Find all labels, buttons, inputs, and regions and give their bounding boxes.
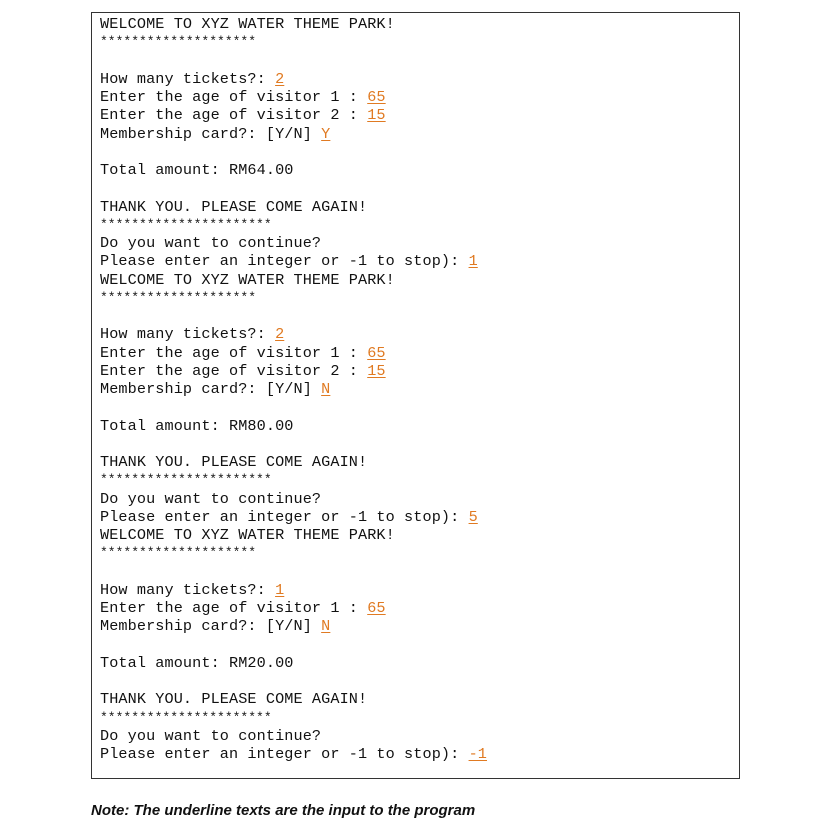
console-line [100, 198, 739, 216]
console-line [100, 307, 739, 325]
user-input: N [321, 380, 331, 398]
console-line [100, 563, 739, 581]
console-text: Enter the age of visitor 1 : [100, 599, 368, 617]
console-line [100, 398, 739, 416]
console-line [100, 252, 739, 270]
console-text: ********************** [100, 472, 272, 488]
console-line [100, 617, 739, 635]
console-text: Enter the age of visitor 1 : [100, 88, 368, 106]
console-line [100, 690, 739, 708]
console-line [100, 15, 739, 33]
console-line [100, 526, 739, 544]
console-line [100, 70, 739, 88]
console-line [100, 544, 739, 562]
console-text: How many tickets?: [100, 69, 276, 88]
console-line [100, 654, 739, 672]
console-line [100, 417, 739, 435]
console-text: Membership card?: [Y/N] [100, 380, 322, 398]
console-line [100, 709, 739, 727]
console-line [100, 143, 739, 161]
console-text: Enter the age of visitor 2 : [100, 361, 368, 380]
console-text: How many tickets?: [100, 580, 276, 599]
console-line [100, 508, 739, 526]
user-input: 2 [275, 69, 285, 88]
console-text: THANK YOU. PLEASE COME AGAIN! [100, 453, 368, 471]
console-text: WELCOME TO XYZ WATER THEME PARK! [100, 526, 395, 544]
console-text: How many tickets?: [100, 325, 276, 344]
user-input: 15 [367, 361, 386, 380]
user-input: 65 [367, 88, 386, 106]
console-line [100, 179, 739, 197]
console-text: Please enter an integer or -1 to stop): [100, 252, 469, 271]
user-input: 65 [367, 599, 386, 617]
console-line [100, 471, 739, 489]
console-line [100, 289, 739, 307]
console-line [100, 362, 739, 380]
console-output [91, 12, 740, 779]
console-line [100, 88, 739, 106]
console-line [100, 52, 739, 70]
user-input: 1 [275, 580, 285, 599]
console-line [100, 271, 739, 289]
console-text: THANK YOU. PLEASE COME AGAIN! [100, 690, 368, 709]
console-text: ********************** [100, 216, 272, 232]
console-line [100, 344, 739, 362]
console-text: Please enter an integer or -1 to stop): [100, 745, 469, 763]
console-line [100, 599, 739, 617]
console-line [100, 234, 739, 252]
console-text: ********************** [100, 709, 272, 725]
console-line [100, 325, 739, 343]
console-line [100, 745, 739, 763]
console-text: ******************** [100, 34, 257, 50]
footnote: Note: The underline texts are the input to the program [91, 802, 476, 819]
user-input: N [321, 617, 331, 636]
console-text: Do you want to continue? [100, 489, 322, 508]
console-line [100, 216, 739, 234]
user-input: 1 [468, 252, 478, 271]
console-text: Membership card?: [Y/N] [100, 617, 322, 636]
console-line [100, 453, 739, 471]
console-line [100, 581, 739, 599]
console-text: Membership card?: [Y/N] [100, 124, 322, 143]
console-text: Please enter an integer or -1 to stop): [100, 507, 469, 526]
console-line [100, 106, 739, 124]
console-line [100, 380, 739, 398]
console-text: ******************** [100, 545, 257, 561]
console-text: THANK YOU. PLEASE COME AGAIN! [100, 197, 368, 216]
user-input: 5 [468, 507, 478, 526]
console-text: Do you want to continue? [100, 234, 322, 252]
console-text: WELCOME TO XYZ WATER THEME PARK! [100, 15, 395, 33]
console-line [100, 435, 739, 453]
console-text: Do you want to continue? [100, 726, 322, 745]
console-text: Total amount: RM20.00 [100, 653, 294, 672]
console-line [100, 672, 739, 690]
console-text: Total amount: RM80.00 [100, 416, 294, 435]
console-text: Enter the age of visitor 2 : [100, 106, 368, 125]
console-text: Total amount: RM64.00 [100, 161, 294, 179]
user-input: 15 [367, 106, 386, 125]
console-text: Enter the age of visitor 1 : [100, 343, 368, 362]
console-text: WELCOME TO XYZ WATER THEME PARK! [100, 270, 395, 289]
console-line [100, 636, 739, 654]
console-line [100, 161, 739, 179]
console-line [100, 125, 739, 143]
user-input: 2 [275, 325, 285, 344]
console-text: ******************** [100, 289, 257, 305]
console-line [100, 33, 739, 51]
user-input: 65 [367, 343, 386, 362]
user-input: Y [321, 124, 331, 143]
console-line [100, 490, 739, 508]
user-input: -1 [468, 745, 487, 763]
console-line [100, 727, 739, 745]
